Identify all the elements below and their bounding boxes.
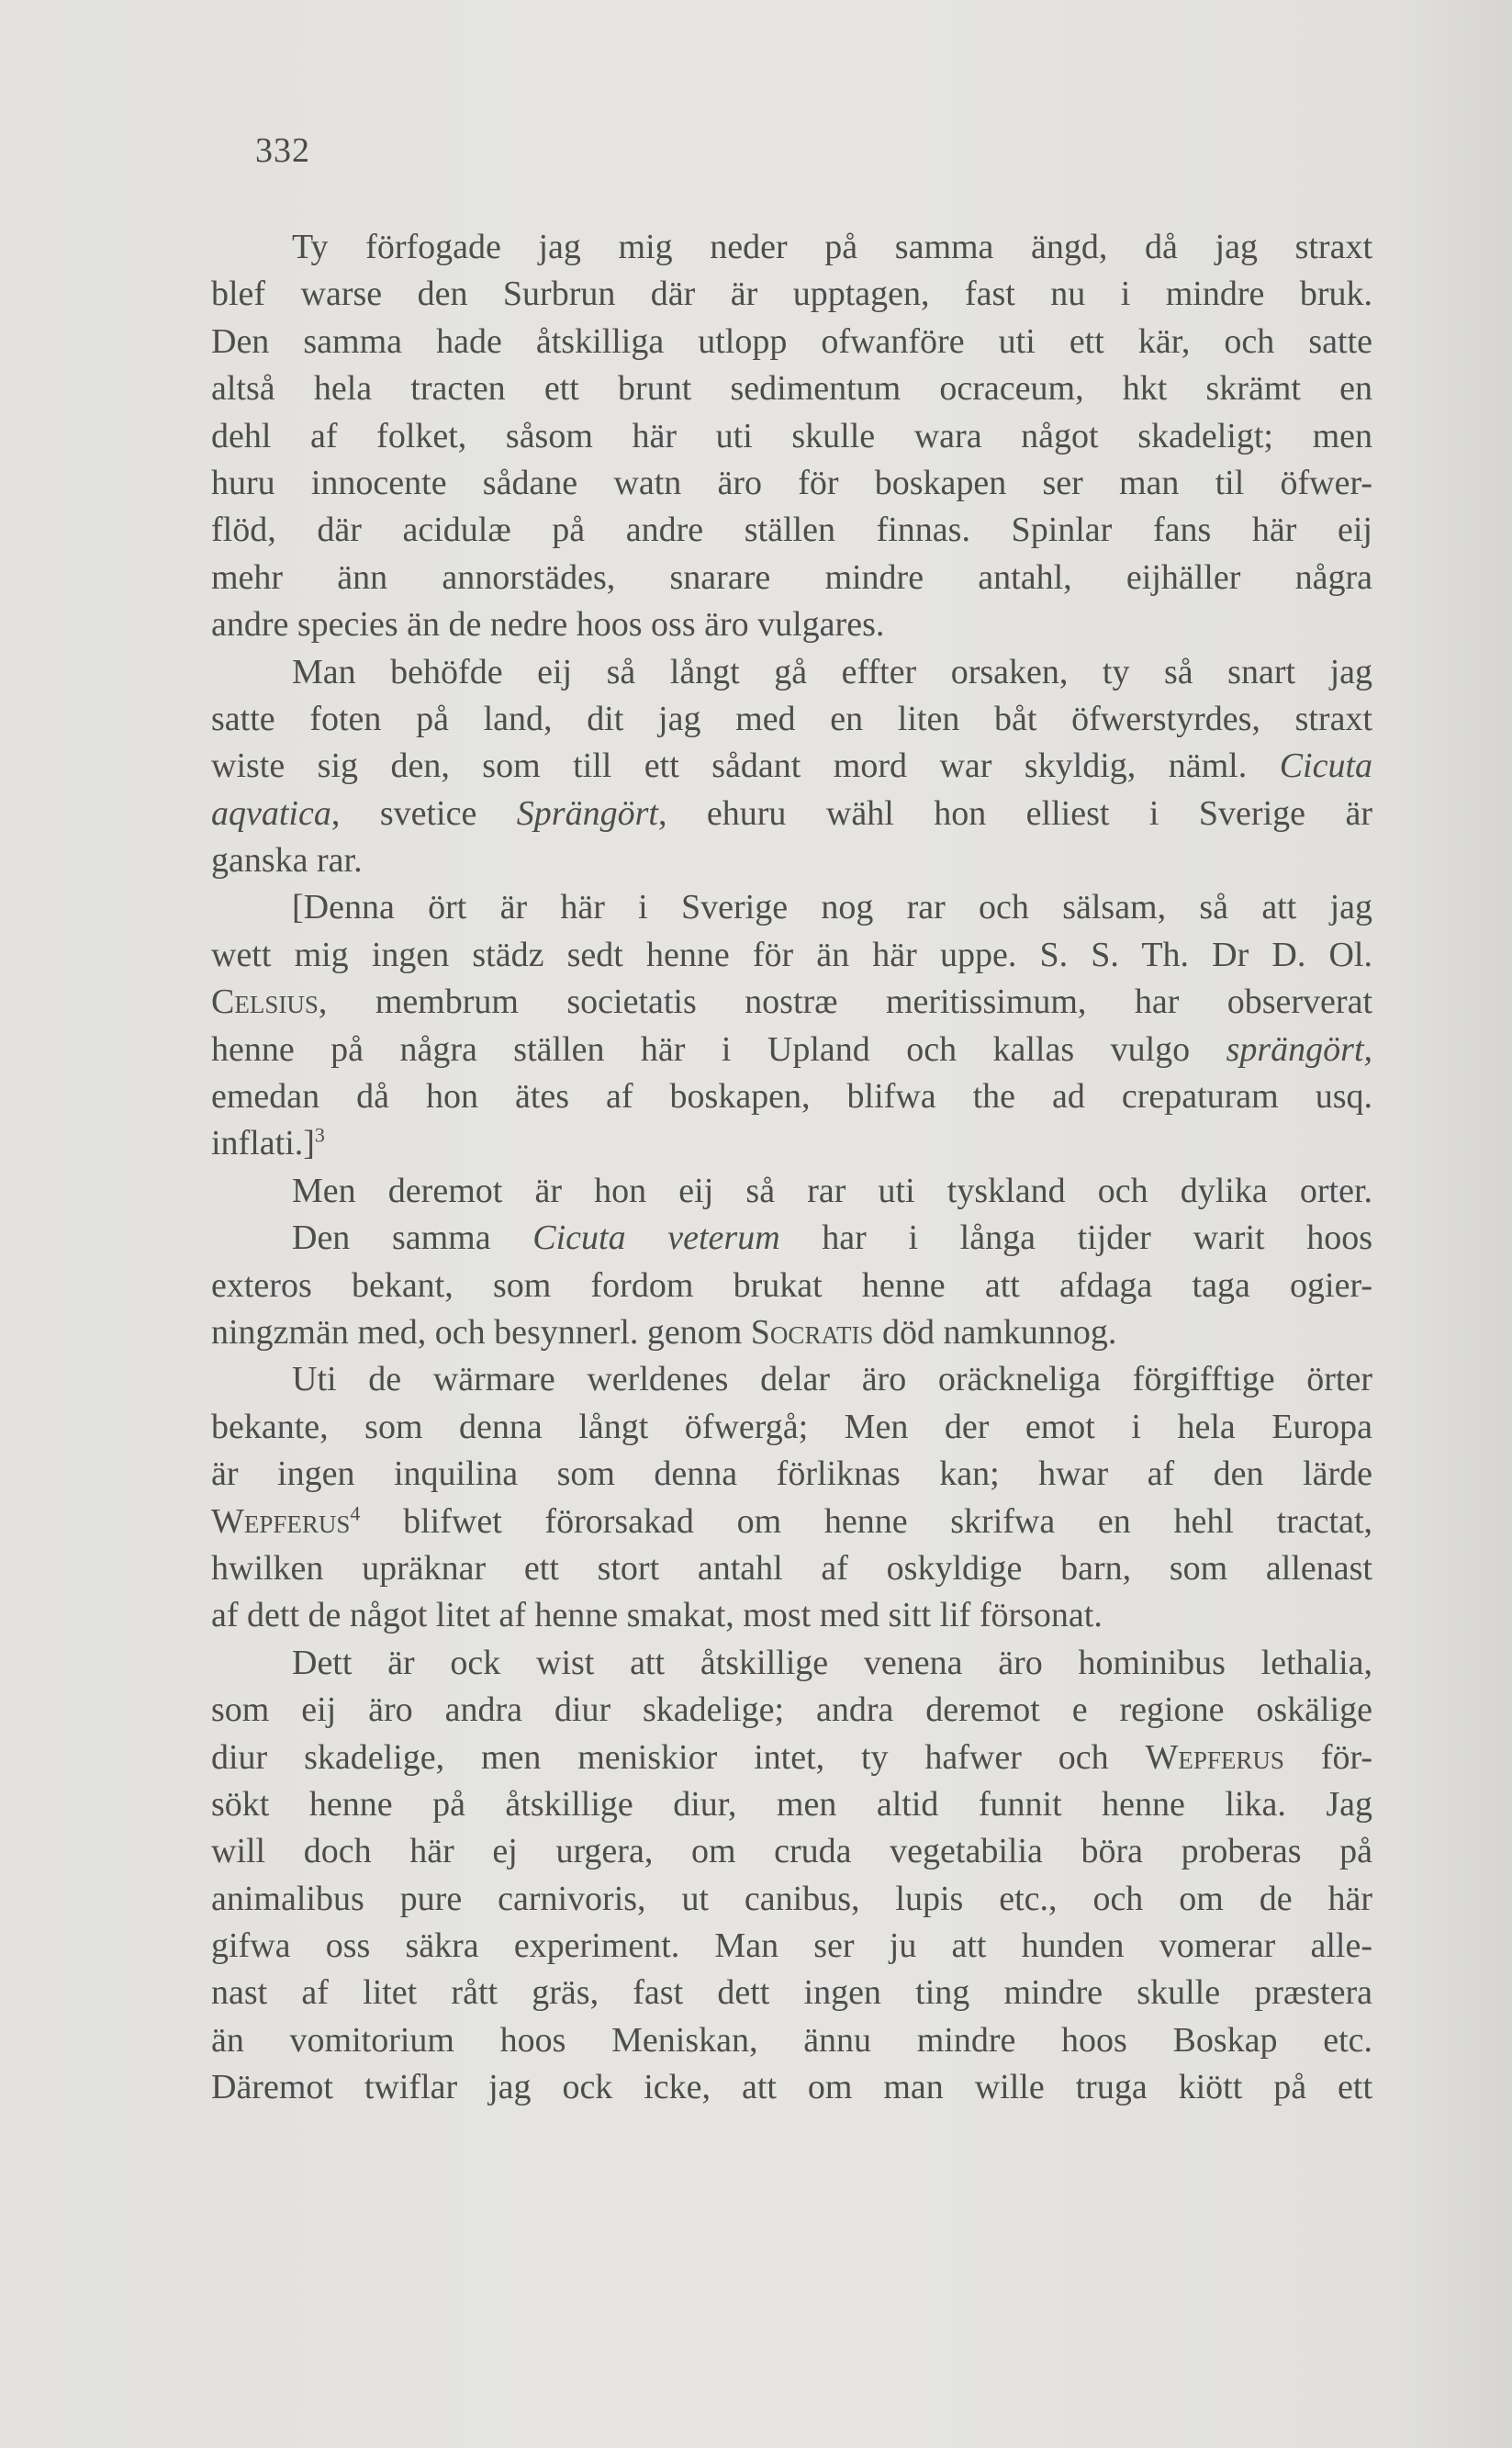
text-line: emedan då hon ätes af boskapen, blifwa the ad crepaturam usq. xyxy=(211,1077,1372,1117)
text-line: sökt henne på åtskillige diur, men altid funnit henne lika. Jag xyxy=(211,1784,1372,1824)
text-line: dehl af folket, såsom här uti skulle wara något skadeligt; men xyxy=(211,416,1372,455)
text-line: Celsius, membrum societatis nostræ meritissimum, har observerat xyxy=(211,983,1372,1022)
text-line: Den samma Cicuta veterum har i långa tijder warit hoos xyxy=(292,1218,1372,1258)
page-body-text xyxy=(211,224,1372,2112)
text-line: wiste sig den, som till ett sådant mord war skyldig, näml. Cicuta xyxy=(211,747,1373,786)
text-line: diur skadelige, men meniskior intet, ty hafwer och Wepferus för- xyxy=(211,1737,1373,1777)
author-name: Socratis xyxy=(750,1312,874,1352)
text-line: henne på några ställen här i Upland och kallas vulgo sprängört, xyxy=(211,1029,1373,1069)
text-line: andre species än de nedre hoos oss äro vulgares. xyxy=(211,605,885,645)
text-line: ganska rar. xyxy=(211,841,363,881)
text-line: altså hela tracten ett brunt sedimentum ocraceum, hkt skrämt en xyxy=(211,369,1372,409)
text-line: Wepferus$^4$ blifwet förorsakad om henne skrifwa en hehl tractat, xyxy=(211,1500,1372,1541)
text-line: Man behöfde eij så långt gå effter orsaken, ty så snart jag xyxy=(292,652,1372,691)
text-line: Dett är ock wist att åtskillige venena äro hominibus lethalia, xyxy=(292,1643,1372,1682)
swedish-term: Sprängört xyxy=(516,793,658,833)
latin-term: Cicuta xyxy=(1279,747,1373,786)
text-line: exteros bekant, som fordom brukat henne att afdaga taga ogier- xyxy=(211,1265,1372,1305)
latin-term: Cicuta veterum xyxy=(532,1218,780,1258)
text-line: gifwa oss säkra experiment. Man ser ju att hunden vomerar alle- xyxy=(211,1926,1372,1966)
text-line: Men deremot är hon eij så rar uti tyskland och dylika orter. xyxy=(292,1171,1372,1210)
text-line: will doch här ej urgera, om cruda vegetabilia böra proberas på xyxy=(211,1832,1372,1871)
author-name: Wepferus xyxy=(1145,1737,1284,1777)
author-name: Wepferus xyxy=(211,1501,351,1541)
text-line: än vomitorium hoos Meniskan, ännu mindre hoos Boskap etc. xyxy=(211,2020,1372,2060)
text-line: är ingen inquilina som denna förliknas kan; hwar af den lärde xyxy=(211,1454,1372,1494)
text-line: [Denna ört är här i Sverige nog rar och sälsam, så att jag xyxy=(292,888,1372,927)
text-line: som eij äro andra diur skadelige; andra deremot e regione oskälige xyxy=(211,1690,1372,1730)
swedish-term: sprängört, xyxy=(1226,1029,1373,1069)
text-line: aqvatica, svetice Sprängört, ehuru wähl hon elliest i Sverige är xyxy=(211,793,1372,833)
text-line: bekante, som denna långt öfwergå; Men der emot i hela Europa xyxy=(211,1407,1372,1446)
latin-term: aqvatica xyxy=(211,793,331,833)
text-line: hwilken upräknar ett stort antahl af oskyldige barn, som allenast xyxy=(211,1548,1372,1588)
text-line: af dett de något litet af henne smakat, most med sitt lif försonat. xyxy=(211,1596,1103,1635)
text-line: flöd, där acidulæ på andre ställen finnas. Spinlar fans här eij xyxy=(211,511,1372,550)
text-line: Ty förfogade jag mig neder på samma ängd, då jag straxt xyxy=(292,228,1372,266)
text-line: mehr änn annorstädes, snarare mindre antahl, eijhäller några xyxy=(211,557,1372,597)
text-line: Uti de wärmare werldenes delar äro oräckneliga förgifftige örter xyxy=(292,1360,1372,1399)
text-line: inflati.]$^3$ xyxy=(211,1123,325,1163)
text-line: satte foten på land, dit jag med en liten båt öfwerstyrdes, straxt xyxy=(211,699,1372,738)
footnote-marker: 4 xyxy=(350,1500,361,1524)
text-line: animalibus pure carnivoris, ut canibus, lupis etc., och om de här xyxy=(211,1879,1372,1918)
text-line: blef warse den Surbrun där är upptagen, fast nu i mindre bruk. xyxy=(211,275,1372,314)
text-line: wett mig ingen städz sedt henne för än här uppe. S. S. Th. Dr D. Ol. xyxy=(211,935,1372,974)
page-number: 332 xyxy=(255,131,310,170)
text-line: Den samma hade åtskilliga utlopp ofwanföre uti ett kär, och satte xyxy=(211,321,1372,361)
text-line: huru innocente sådane watn äro för boskapen ser man til öfwer- xyxy=(211,463,1372,502)
text-line: nast af litet rått gräs, fast dett ingen ting mindre skulle præstera xyxy=(211,1973,1372,2013)
text-line: Däremot twiflar jag ock icke, att om man wille truga kiött på ett xyxy=(211,2068,1372,2107)
author-name: Celsius xyxy=(211,983,319,1022)
text-line: ningzmän med, och besynnerl. genom Socratis död namkunnog. xyxy=(211,1312,1117,1352)
footnote-marker: 3 xyxy=(314,1123,325,1147)
